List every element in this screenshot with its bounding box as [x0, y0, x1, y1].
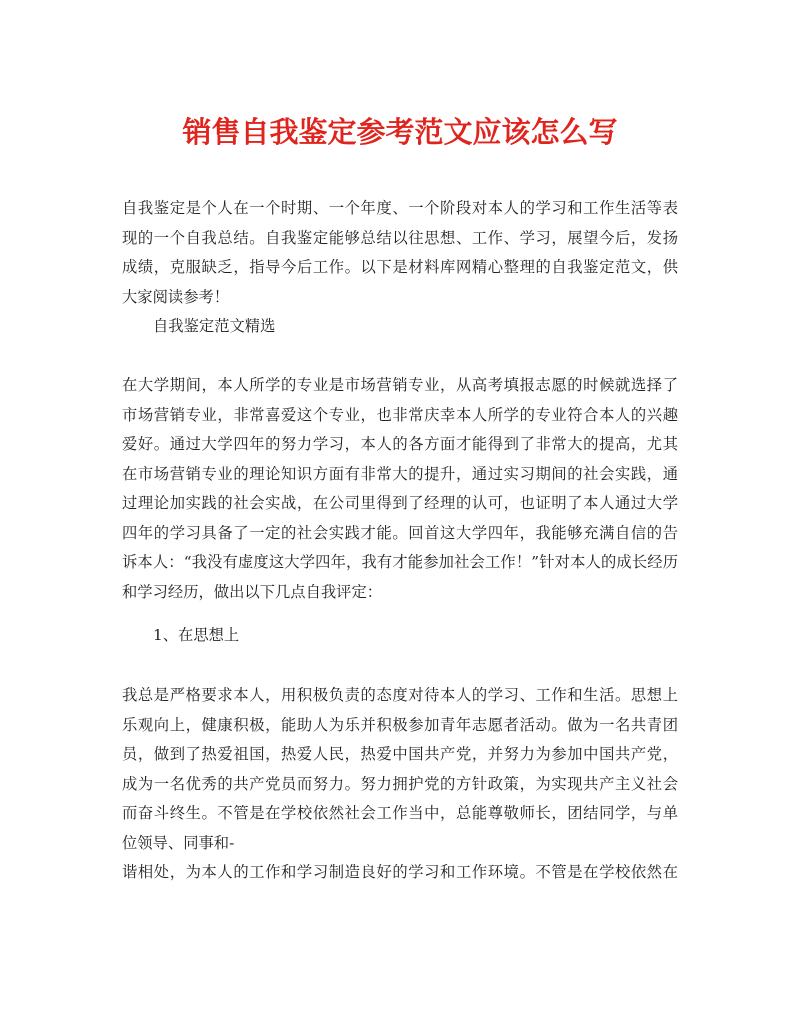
text-line: 位领导、同事和-	[122, 833, 235, 852]
text-line: 成为一名优秀的共产党员而努力。努力拥护党的方针政策，为实现共产主义社会	[122, 774, 678, 793]
text-line: 而奋斗终生。不管是在学校依然社会工作当中，总能尊敬师长，团结同学，与单	[122, 804, 678, 822]
text-line: 诉本人：“我没有虚度这大学四年，我有才能参加社会工作！”针对本人的成长经历	[122, 553, 678, 571]
text-line: 过理论加实践的社会实战，在公司里得到了经理的认可，也证明了本人通过大学	[122, 494, 678, 512]
text-line: 大家阅读参考！	[122, 287, 230, 306]
text-line: 自我鉴定是个人在一个时期、一个年度、一个阶段对本人的学习和工作生活等表	[122, 199, 678, 217]
text-line: 四年的学习具备了一定的社会实践才能。回首这大学四年，我能够充满自信的告	[122, 523, 678, 542]
text-line: 乐观向上，健康积极，能助人为乐并积极参加青年志愿者活动。做为一名共青团	[122, 715, 678, 734]
section-heading: 自我鉴定范文精选	[153, 317, 276, 335]
text-line: 和学习经历，做出以下几点自我评定：	[122, 582, 383, 601]
text-line: 我总是严格要求本人，用积极负责的态度对待本人的学习、工作和生活。思想上	[122, 686, 678, 704]
text-line: 在大学期间，本人所学的专业是市场营销专业，从高考填报志愿的时候就选择了	[122, 376, 678, 394]
intro-paragraph	[122, 194, 678, 312]
text-line: 谐相处，为本人的工作和学习制造良好的学习和工作环境。不管是在学校依然在	[122, 863, 678, 881]
text-line: 现的一个自我总结。自我鉴定能够总结以往思想、工作、学习，展望今后，发扬	[122, 228, 678, 247]
text-line: 成绩，克服缺乏，指导今后工作。以下是材料库网精心整理的自我鉴定范文，供	[122, 258, 678, 276]
text-line: 在市场营销专业的理论知识方面有非常大的提升，通过实习期间的社会实践，通	[122, 464, 678, 483]
tail-paragraph	[122, 858, 678, 888]
text-line: 市场营销专业，非常喜爱这个专业，也非常庆幸本人所学的专业符合本人的兴趣	[122, 405, 678, 424]
document-title: 销售自我鉴定参考范文应该怎么写	[182, 115, 618, 149]
text-line: 员，做到了热爱祖国，热爱人民，热爱中国共产党，并努力为参加中国共产党，	[122, 745, 678, 763]
point-heading: 1、在思想上	[153, 626, 240, 644]
text-line: 爱好。通过大学四年的努力学习，本人的各方面才能得到了非常大的提高，尤其	[122, 435, 678, 453]
thought-paragraph	[122, 681, 678, 858]
body-paragraph	[122, 371, 678, 607]
